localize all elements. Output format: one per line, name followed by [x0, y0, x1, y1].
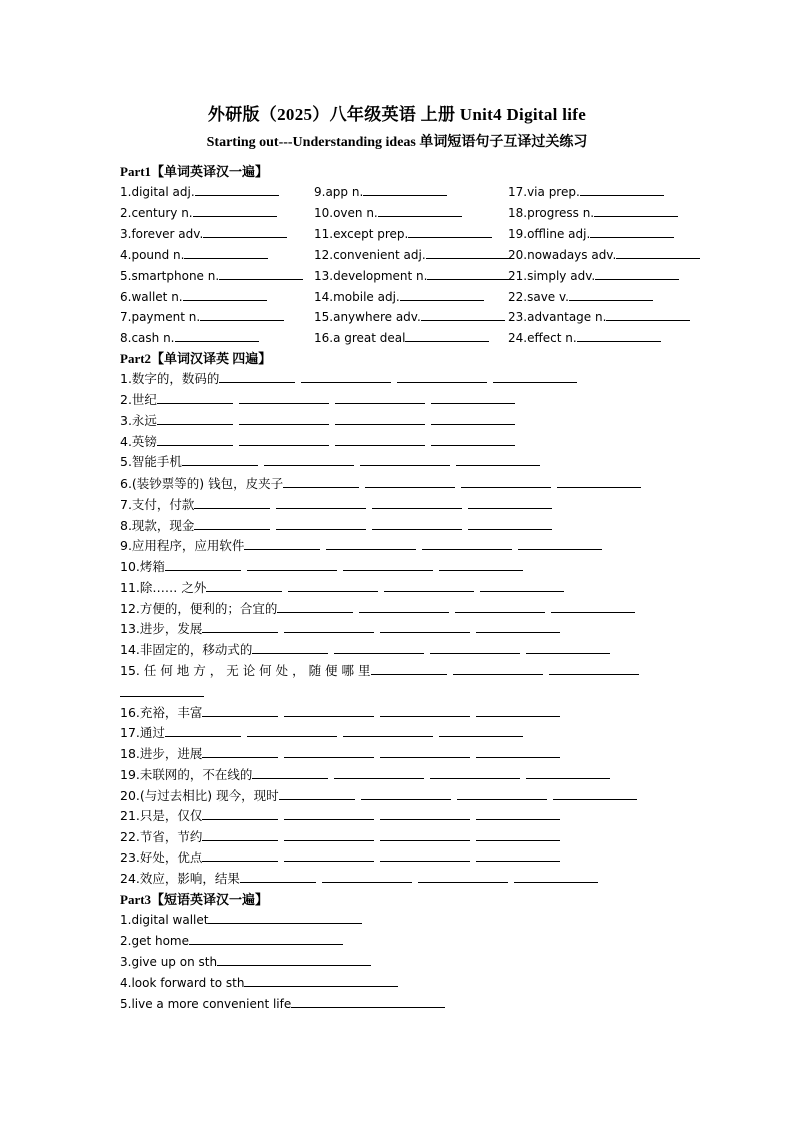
answer-blank[interactable]	[335, 411, 425, 425]
answer-blank[interactable]	[219, 369, 295, 383]
part1-item	[508, 307, 690, 325]
part1-item-label: 20.nowadays adv.	[508, 247, 617, 262]
answer-blank[interactable]	[431, 411, 515, 425]
part1-item	[120, 203, 277, 221]
answer-blank[interactable]	[461, 474, 551, 488]
part1-item-label: 8.cash n.	[120, 331, 175, 346]
answer-blank[interactable]	[244, 536, 320, 550]
part1-item-label: 4.pound n.	[120, 247, 185, 262]
answer-blank[interactable]	[514, 869, 598, 883]
part2-item-label: 4.英镑	[120, 434, 157, 449]
part2-item-label: 1.数字的，数码的	[120, 371, 220, 386]
answer-blank[interactable]	[157, 411, 233, 425]
part1-item	[508, 266, 679, 284]
part2-item-label: 19.未联网的，不在线的	[120, 767, 253, 782]
answer-blank[interactable]	[322, 869, 412, 883]
answer-blank[interactable]	[526, 640, 610, 654]
answer-blank[interactable]	[240, 869, 316, 883]
part2-heading: Part2【单词汉译英 四遍】	[120, 351, 272, 366]
answer-blank[interactable]	[480, 578, 564, 592]
answer-blank[interactable]	[455, 599, 545, 613]
part2-item	[120, 661, 645, 680]
answer-blank[interactable]	[157, 432, 233, 446]
answer-blank[interactable]	[264, 452, 354, 466]
answer-blank[interactable]	[284, 619, 374, 633]
part1-item	[120, 224, 287, 242]
answer-blank[interactable]	[276, 516, 366, 530]
part2-item-label: 22.节省，节约	[120, 829, 203, 844]
answer-blank[interactable]	[182, 452, 258, 466]
answer-blank[interactable]	[427, 266, 511, 280]
answer-blank[interactable]	[208, 910, 362, 924]
part2-item-label: 14.非固定的，移动式的	[120, 642, 253, 657]
part2-item-label: 8.现款，现金	[120, 518, 195, 533]
part1-item-label: 16.a great deal	[314, 331, 406, 346]
answer-blank[interactable]	[439, 723, 523, 737]
part1-item	[508, 328, 661, 346]
part1-item	[314, 182, 447, 200]
answer-blank[interactable]	[557, 474, 641, 488]
answer-blank[interactable]	[378, 203, 462, 217]
answer-blank[interactable]	[380, 806, 470, 820]
answer-blank[interactable]	[165, 557, 241, 571]
part1-item-label: 6.wallet n.	[120, 289, 183, 304]
answer-blank[interactable]	[606, 307, 690, 321]
answer-blank[interactable]	[194, 495, 270, 509]
part2-item	[120, 578, 570, 597]
part3-item-label: 1.digital wallet	[120, 913, 209, 927]
answer-blank[interactable]	[453, 661, 543, 675]
part1-item-label: 5.smartphone n.	[120, 268, 220, 283]
part2-item-label: 24.效应，影响，结果	[120, 871, 240, 886]
answer-blank[interactable]	[202, 827, 278, 841]
part2-item	[120, 619, 566, 638]
answer-blank[interactable]	[157, 390, 233, 404]
part2-item	[120, 765, 616, 784]
part1-item-label: 1.digital adj.	[120, 185, 195, 199]
answer-blank[interactable]	[418, 869, 508, 883]
part2-item	[120, 474, 647, 493]
part1-item-label: 23.advantage n.	[508, 310, 607, 325]
part1-item	[120, 245, 268, 263]
part2-item-label: 16.充裕，丰富	[120, 705, 203, 720]
answer-blank[interactable]	[217, 952, 371, 966]
answer-blank[interactable]	[252, 640, 328, 654]
part3-item-label: 3.give up on sth	[120, 955, 218, 969]
answer-blank[interactable]	[247, 557, 337, 571]
part3-heading: Part3【短语英译汉一遍】	[120, 892, 269, 907]
answer-blank[interactable]	[400, 287, 484, 301]
answer-blank[interactable]	[380, 619, 470, 633]
part2-item	[120, 432, 521, 451]
part1-item	[120, 266, 303, 284]
answer-blank[interactable]	[380, 744, 470, 758]
part1-item	[314, 328, 489, 346]
part1-item	[508, 245, 700, 263]
part3-item	[120, 910, 362, 928]
part1-item	[508, 224, 674, 242]
part1-item-label: 19.offline adj.	[508, 226, 591, 241]
part1-item	[314, 245, 510, 263]
part3-item	[120, 973, 398, 991]
answer-blank[interactable]	[569, 287, 653, 301]
part1-item-label: 21.simply adv.	[508, 268, 596, 283]
answer-blank[interactable]	[518, 536, 602, 550]
answer-blank[interactable]	[553, 786, 637, 800]
answer-blank[interactable]	[284, 744, 374, 758]
part2-item-label: 20.(与过去相比) 现今，现时	[120, 788, 279, 803]
answer-blank[interactable]	[595, 266, 679, 280]
part1-item-label: 17.via prep.	[508, 185, 580, 199]
part1-item-label: 15.anywhere adv.	[314, 310, 421, 325]
part1-heading: Part1【单词英译汉一遍】	[120, 164, 269, 179]
part2-item	[120, 390, 521, 409]
answer-blank[interactable]	[334, 640, 424, 654]
answer-blank[interactable]	[476, 848, 560, 862]
part2-item	[120, 557, 529, 576]
part2-item	[120, 599, 641, 618]
answer-blank[interactable]	[288, 578, 378, 592]
answer-blank[interactable]	[165, 723, 241, 737]
part1-item-label: 18.progress n.	[508, 205, 595, 220]
part3-item-label: 2.get home	[120, 934, 189, 948]
answer-blank[interactable]	[279, 786, 355, 800]
part1-item	[120, 182, 279, 200]
part1-item	[314, 266, 511, 284]
answer-blank[interactable]	[476, 619, 560, 633]
part2-item	[120, 369, 583, 388]
answer-blank[interactable]	[202, 619, 278, 633]
part2-item	[120, 516, 558, 535]
part2-item-label: 3.永远	[120, 413, 157, 428]
answer-blank[interactable]	[476, 744, 560, 758]
answer-blank[interactable]	[219, 266, 303, 280]
answer-blank[interactable]	[277, 599, 353, 613]
answer-blank[interactable]	[360, 452, 450, 466]
answer-blank[interactable]	[380, 703, 470, 717]
answer-blank[interactable]	[202, 806, 278, 820]
answer-blank[interactable]	[252, 765, 328, 779]
answer-blank[interactable]	[193, 203, 277, 217]
answer-blank[interactable]	[456, 452, 540, 466]
page-subtitle: Starting out---Understanding ideas 单词短语句子互译过关练习	[206, 135, 588, 150]
answer-blank[interactable]	[439, 557, 523, 571]
answer-blank[interactable]	[468, 516, 552, 530]
answer-blank[interactable]	[551, 599, 635, 613]
part1-item-label: 22.save v.	[508, 289, 569, 304]
part2-item	[120, 806, 566, 825]
answer-blank[interactable]	[203, 224, 287, 238]
answer-blank[interactable]	[239, 411, 329, 425]
answer-blank[interactable]	[194, 516, 270, 530]
answer-blank[interactable]	[195, 182, 279, 196]
part2-item	[120, 495, 558, 514]
answer-blank[interactable]	[239, 390, 329, 404]
answer-blank[interactable]	[457, 786, 547, 800]
answer-blank[interactable]	[120, 695, 204, 697]
answer-blank[interactable]	[276, 495, 366, 509]
part1-item-label: 11.except prep.	[314, 226, 409, 241]
answer-blank[interactable]	[365, 474, 455, 488]
part2-item	[120, 536, 608, 555]
answer-blank[interactable]	[372, 495, 462, 509]
answer-blank[interactable]	[244, 973, 398, 987]
answer-blank[interactable]	[343, 723, 433, 737]
part1-item-label: 3.forever adv.	[120, 226, 204, 241]
part2-item-label: 17.通过	[120, 725, 165, 740]
part1-item-label: 24.effect n.	[508, 331, 577, 346]
part1-item-label: 14.mobile adj.	[314, 289, 400, 304]
part2-item-label: 12.方便的，便利的；合宜的	[120, 601, 278, 616]
part1-item-label: 12.convenient adj.	[314, 247, 426, 262]
answer-blank[interactable]	[335, 390, 425, 404]
answer-blank[interactable]	[326, 536, 416, 550]
answer-blank[interactable]	[202, 744, 278, 758]
answer-blank[interactable]	[239, 432, 329, 446]
part2-item-label: 23.好处，优点	[120, 850, 203, 865]
answer-blank[interactable]	[405, 328, 489, 342]
part3-item	[120, 952, 371, 970]
part1-item-label: 2.century n.	[120, 205, 193, 220]
answer-blank[interactable]	[594, 203, 678, 217]
part2-item-label: 11.除…… 之外	[120, 580, 207, 595]
answer-blank[interactable]	[343, 557, 433, 571]
answer-blank[interactable]	[580, 182, 664, 196]
part2-item	[120, 723, 529, 742]
answer-blank[interactable]	[526, 765, 610, 779]
part1-item	[314, 287, 484, 305]
answer-blank[interactable]	[430, 765, 520, 779]
answer-blank[interactable]	[431, 432, 515, 446]
answer-blank[interactable]	[206, 578, 282, 592]
answer-blank[interactable]	[493, 369, 577, 383]
answer-blank[interactable]	[577, 328, 661, 342]
answer-blank[interactable]	[371, 661, 447, 675]
part3-item-label: 4.look forward to sth	[120, 976, 245, 990]
answer-blank[interactable]	[431, 390, 515, 404]
answer-blank[interactable]	[426, 245, 510, 259]
answer-blank[interactable]	[202, 848, 278, 862]
part2-item-label: 18.进步，进展	[120, 746, 203, 761]
answer-blank[interactable]	[380, 827, 470, 841]
answer-blank[interactable]	[616, 245, 700, 259]
part1-item	[314, 203, 462, 221]
part1-item	[314, 307, 505, 325]
part2-item-label: 9.应用程序，应用软件	[120, 538, 245, 553]
part3-item-label: 5.live a more convenient life	[120, 997, 292, 1011]
part2-item	[120, 786, 643, 805]
part2-item	[120, 703, 566, 722]
answer-blank[interactable]	[184, 245, 268, 259]
answer-blank[interactable]	[476, 703, 560, 717]
answer-blank[interactable]	[408, 224, 492, 238]
answer-blank[interactable]	[202, 703, 278, 717]
answer-blank[interactable]	[363, 182, 447, 196]
answer-blank[interactable]	[284, 827, 374, 841]
part2-item	[120, 848, 566, 867]
part1-item	[314, 224, 492, 242]
answer-blank[interactable]	[384, 578, 474, 592]
part2-item	[120, 640, 616, 659]
answer-blank[interactable]	[430, 640, 520, 654]
answer-blank[interactable]	[334, 765, 424, 779]
part2-item	[120, 744, 566, 763]
part2-item-label: 21.只是，仅仅	[120, 808, 203, 823]
part2-item-label: 7.支付，付款	[120, 497, 195, 512]
part2-item	[120, 411, 521, 430]
answer-blank[interactable]	[284, 806, 374, 820]
answer-blank[interactable]	[476, 827, 560, 841]
part2-item-label: 5.智能手机	[120, 454, 182, 469]
answer-blank[interactable]	[247, 723, 337, 737]
part2-item-label: 10.烤箱	[120, 559, 165, 574]
answer-blank[interactable]	[421, 307, 505, 321]
answer-blank[interactable]	[284, 848, 374, 862]
answer-blank[interactable]	[549, 661, 639, 675]
part2-item	[120, 869, 604, 888]
answer-blank[interactable]	[361, 786, 451, 800]
part3-item	[120, 994, 445, 1012]
answer-blank[interactable]	[301, 369, 391, 383]
answer-blank[interactable]	[380, 848, 470, 862]
answer-blank[interactable]	[283, 474, 359, 488]
part1-item	[508, 203, 678, 221]
part3-item	[120, 931, 343, 949]
part2-item-label: 6.(装钞票等的) 钱包，皮夹子	[120, 476, 284, 491]
answer-blank[interactable]	[468, 495, 552, 509]
answer-blank[interactable]	[422, 536, 512, 550]
part2-item	[120, 452, 546, 471]
part2-item-label: 15. 任 何 地 方 ， 无 论 何 处 ， 随 便 哪 里	[120, 663, 371, 678]
part1-item-label: 13.development n.	[314, 268, 428, 283]
answer-blank[interactable]	[291, 994, 445, 1008]
answer-blank[interactable]	[372, 516, 462, 530]
answer-blank[interactable]	[590, 224, 674, 238]
answer-blank[interactable]	[335, 432, 425, 446]
answer-blank[interactable]	[200, 307, 284, 321]
answer-blank[interactable]	[476, 806, 560, 820]
part1-item	[120, 328, 259, 346]
answer-blank[interactable]	[284, 703, 374, 717]
part1-item	[508, 287, 653, 305]
answer-blank[interactable]	[183, 287, 267, 301]
answer-blank[interactable]	[189, 931, 343, 945]
part1-item-label: 10.oven n.	[314, 205, 378, 220]
page-title: 外研版（2025）八年级英语 上册 Unit4 Digital life	[207, 105, 587, 124]
part1-item-label: 9.app n.	[314, 185, 364, 199]
part1-item	[120, 287, 267, 305]
part2-item	[120, 827, 566, 846]
answer-blank[interactable]	[175, 328, 259, 342]
answer-blank[interactable]	[359, 599, 449, 613]
part2-item-label: 2.世纪	[120, 392, 157, 407]
answer-blank[interactable]	[397, 369, 487, 383]
part1-item	[508, 182, 664, 200]
part2-item-label: 13.进步，发展	[120, 621, 203, 636]
part1-item	[120, 307, 284, 325]
part1-item-label: 7.payment n.	[120, 310, 201, 325]
